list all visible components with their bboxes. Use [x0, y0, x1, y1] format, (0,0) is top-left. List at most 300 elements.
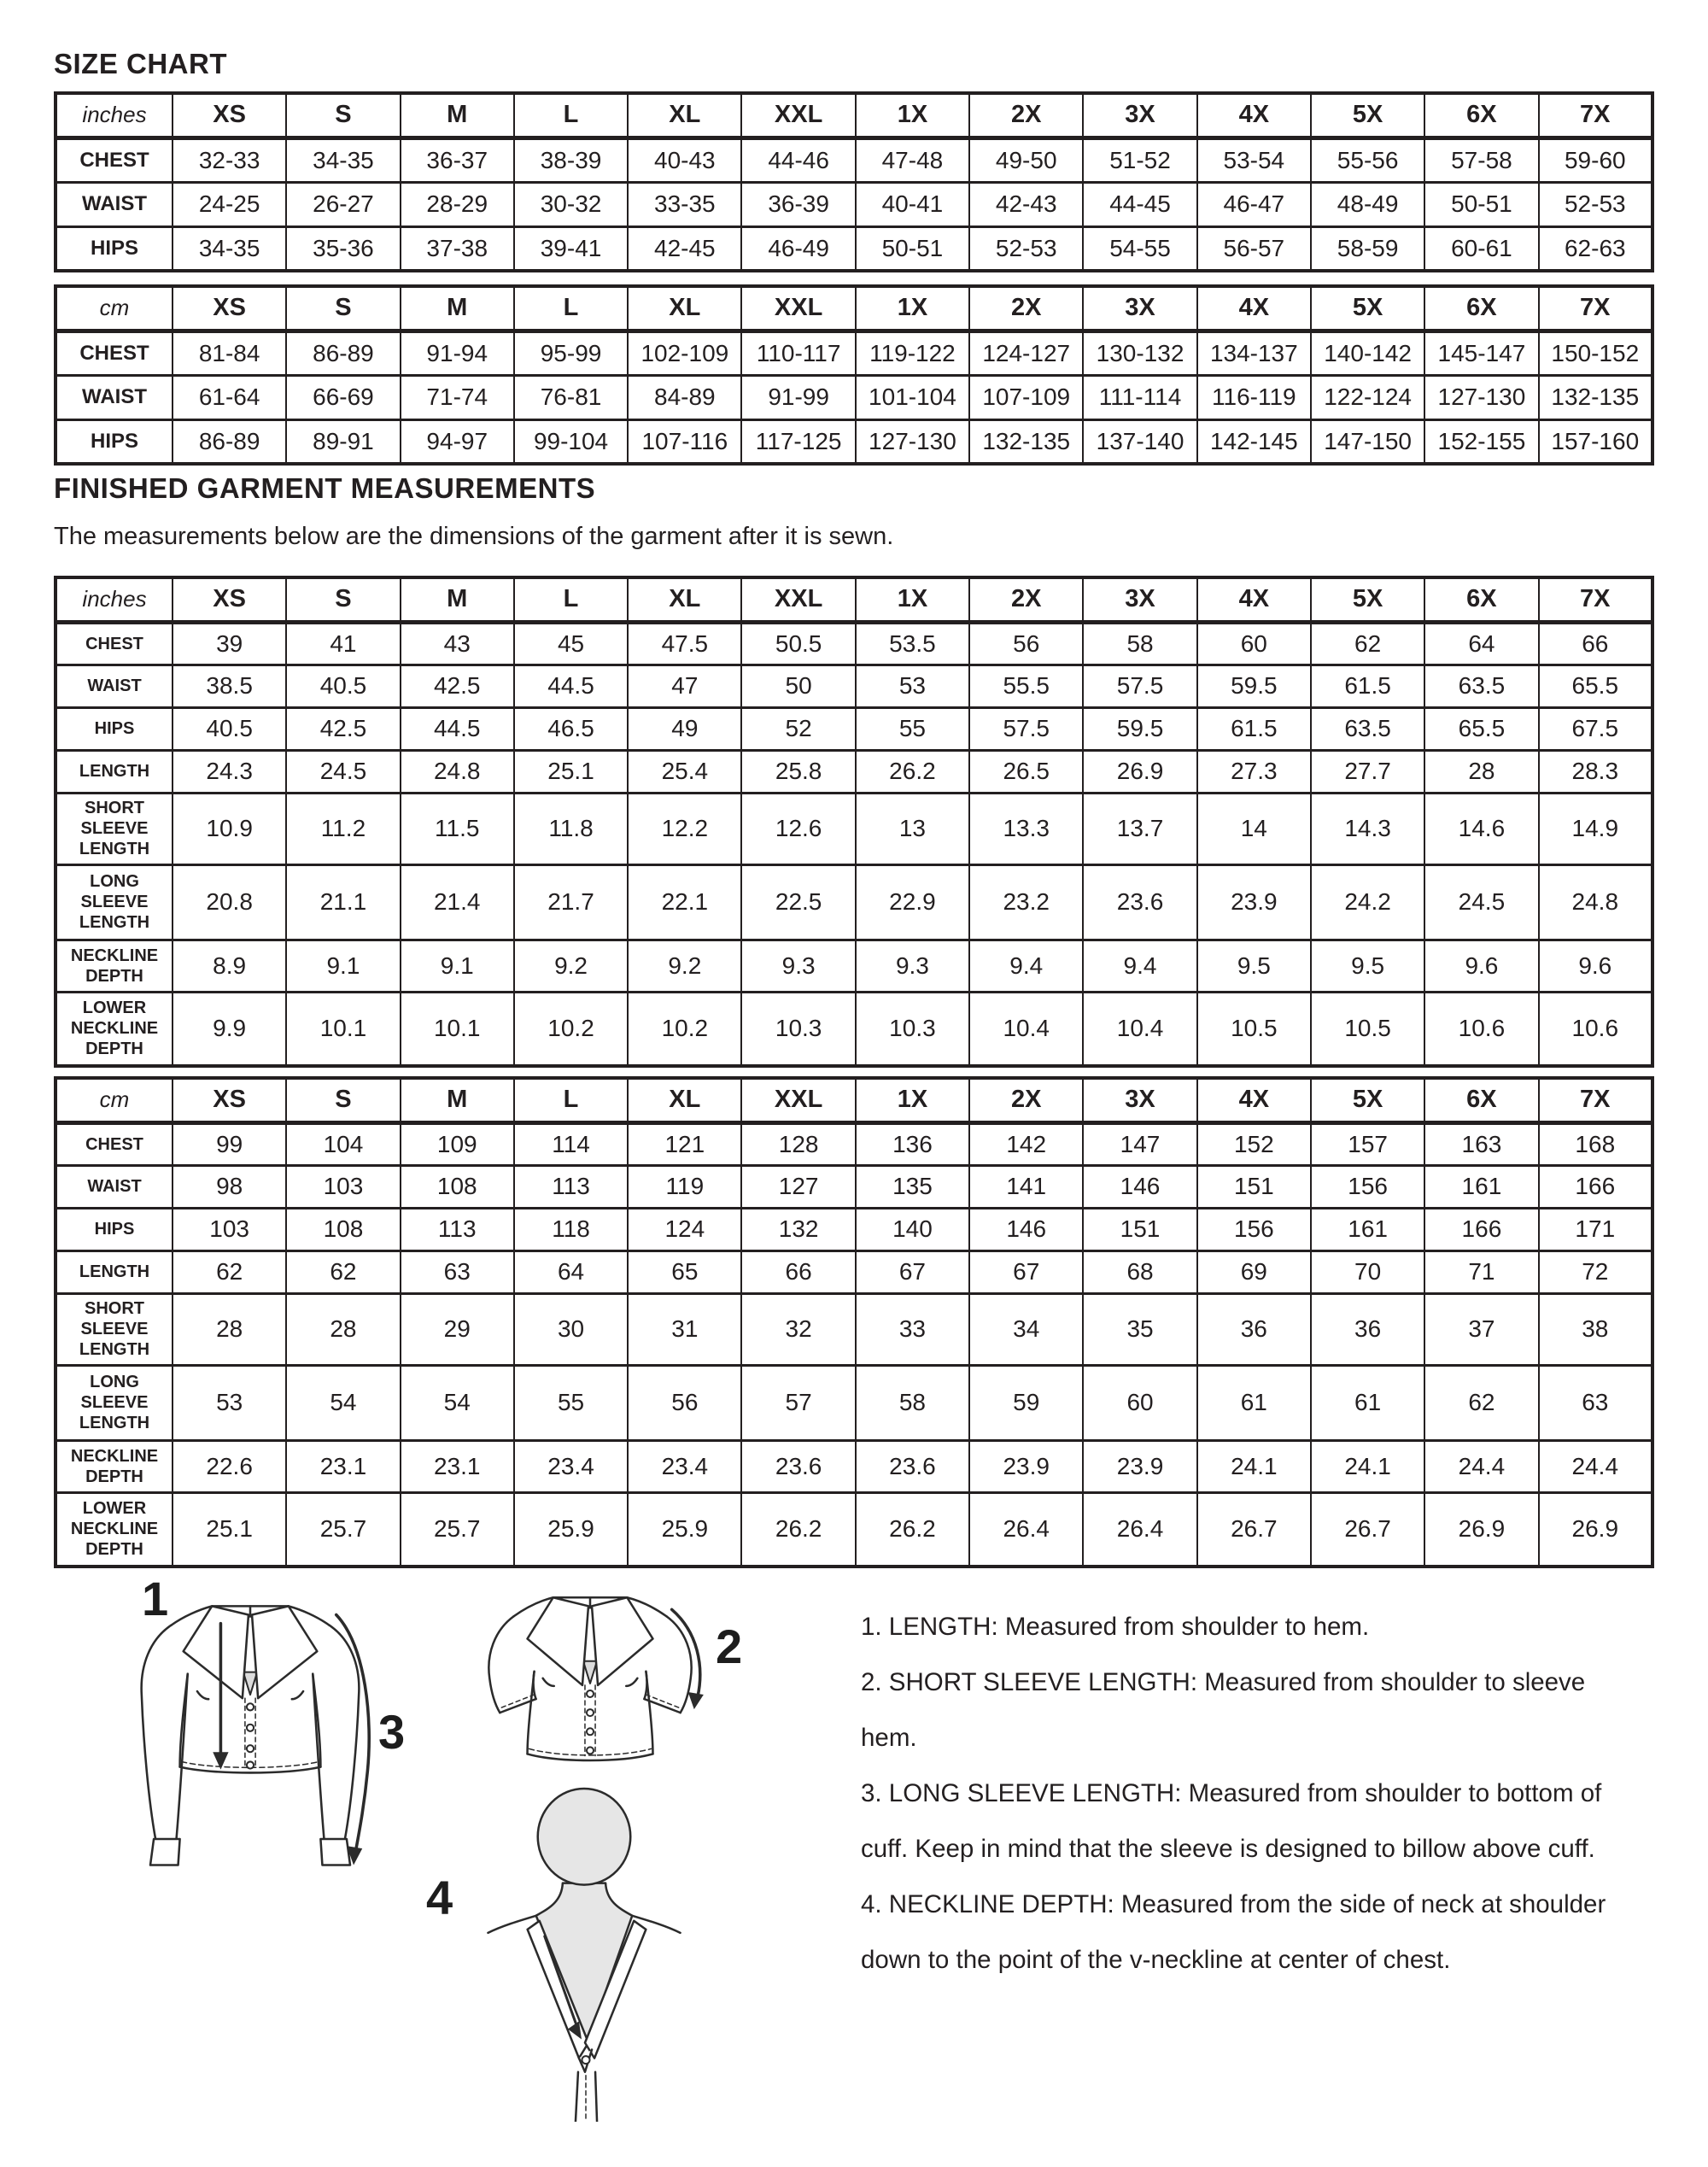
blouse-collar	[528, 1597, 653, 1685]
value-cell: 166	[1424, 1208, 1538, 1250]
size-column-header: 7X	[1539, 1078, 1652, 1122]
value-cell: 70	[1311, 1250, 1424, 1293]
finished-table-cm	[54, 1076, 1654, 1568]
value-cell: 14.6	[1424, 793, 1538, 864]
value-cell: 86-89	[286, 331, 400, 375]
value-cell: 39	[173, 622, 286, 665]
value-cell: 9.6	[1424, 940, 1538, 992]
value-cell: 65.5	[1424, 707, 1538, 750]
body-size-table-inches	[54, 91, 1654, 272]
value-cell: 146	[969, 1208, 1083, 1250]
size-column-header: XS	[173, 286, 286, 331]
value-cell: 11.8	[514, 793, 628, 864]
value-cell: 146	[1083, 1165, 1196, 1208]
value-cell: 51-52	[1083, 138, 1196, 182]
value-cell: 44-46	[741, 138, 855, 182]
measurement-notes	[861, 1599, 1617, 1988]
row-label: CHEST	[56, 622, 173, 665]
value-cell: 14.3	[1311, 793, 1424, 864]
value-cell: 140	[856, 1208, 969, 1250]
body-size-table-cm	[54, 284, 1654, 466]
value-cell: 67	[856, 1250, 969, 1293]
value-cell: 55	[856, 707, 969, 750]
value-cell: 113	[514, 1165, 628, 1208]
value-cell: 109	[401, 1122, 514, 1165]
unit-label: cm	[56, 1078, 173, 1122]
value-cell: 108	[286, 1208, 400, 1250]
value-cell: 103	[173, 1208, 286, 1250]
value-cell: 28-29	[401, 182, 514, 226]
value-cell: 56-57	[1197, 226, 1311, 271]
value-cell: 62	[1424, 1365, 1538, 1440]
diagram-number-2: 2	[716, 1619, 743, 1673]
value-cell: 23.9	[969, 1440, 1083, 1492]
note-long-sleeve-length: 3. LONG SLEEVE LENGTH: Measured from shoulder to bottom of cuff. Keep in mind that the sleeve is designed to billow above cuff.	[861, 1779, 1602, 1863]
header-row	[56, 577, 1652, 622]
table-row	[56, 1440, 1652, 1492]
value-cell: 52-53	[969, 226, 1083, 271]
value-cell: 156	[1311, 1165, 1424, 1208]
value-cell: 9.3	[741, 940, 855, 992]
table-row	[56, 1365, 1652, 1440]
value-cell: 127-130	[1424, 375, 1538, 419]
value-cell: 28	[286, 1293, 400, 1365]
value-cell: 150-152	[1539, 331, 1652, 375]
table-row	[56, 864, 1652, 940]
note-short-sleeve-length: 2. SHORT SLEEVE LENGTH: Measured from shoulder to sleeve hem.	[861, 1668, 1586, 1752]
unit-label: inches	[56, 577, 173, 622]
finished-table-inches-mount	[54, 576, 1654, 1068]
size-column-header: 1X	[856, 1078, 969, 1122]
value-cell: 9.1	[286, 940, 400, 992]
size-column-header: 6X	[1424, 93, 1538, 138]
blouse-body	[142, 1606, 360, 1865]
value-cell: 151	[1197, 1165, 1311, 1208]
value-cell: 110-117	[741, 331, 855, 375]
value-cell: 140-142	[1311, 331, 1424, 375]
size-column-header: 4X	[1197, 93, 1311, 138]
value-cell: 26-27	[286, 182, 400, 226]
value-cell: 23.6	[741, 1440, 855, 1492]
value-cell: 8.9	[173, 940, 286, 992]
value-cell: 23.9	[1083, 1440, 1196, 1492]
size-column-header: XL	[628, 286, 741, 331]
value-cell: 58-59	[1311, 226, 1424, 271]
size-column-header: 5X	[1311, 1078, 1424, 1122]
value-cell: 24.5	[1424, 864, 1538, 940]
value-cell: 9.4	[969, 940, 1083, 992]
value-cell: 95-99	[514, 331, 628, 375]
value-cell: 113	[401, 1208, 514, 1250]
value-cell: 26.5	[969, 750, 1083, 793]
table-row	[56, 1250, 1652, 1293]
table-row	[56, 1122, 1652, 1165]
value-cell: 10.5	[1197, 992, 1311, 1066]
value-cell: 50	[741, 665, 855, 707]
value-cell: 44.5	[401, 707, 514, 750]
value-cell: 58	[1083, 622, 1196, 665]
row-label: HIPS	[56, 419, 173, 464]
size-column-header: 5X	[1311, 286, 1424, 331]
size-column-header: M	[401, 286, 514, 331]
value-cell: 72	[1539, 1250, 1652, 1293]
row-label: WAIST	[56, 1165, 173, 1208]
value-cell: 33	[856, 1293, 969, 1365]
value-cell: 111-114	[1083, 375, 1196, 419]
unit-label: inches	[56, 93, 173, 138]
value-cell: 23.6	[1083, 864, 1196, 940]
finished-garment-intro: The measurements below are the dimensions of the garment after it is sewn.	[54, 523, 894, 550]
value-cell: 41	[286, 622, 400, 665]
value-cell: 12.2	[628, 793, 741, 864]
row-label: NECKLINE DEPTH	[56, 940, 173, 992]
size-column-header: 3X	[1083, 93, 1196, 138]
value-cell: 31	[628, 1293, 741, 1365]
table-row	[56, 182, 1652, 226]
value-cell: 124	[628, 1208, 741, 1250]
size-column-header: XL	[628, 93, 741, 138]
value-cell: 116-119	[1197, 375, 1311, 419]
head-and-chest-silhouette	[488, 1789, 680, 2043]
value-cell: 119-122	[856, 331, 969, 375]
value-cell: 10.3	[741, 992, 855, 1066]
size-column-header: 3X	[1083, 286, 1196, 331]
measurement-diagram-section	[54, 1572, 1654, 2122]
value-cell: 26.7	[1197, 1492, 1311, 1567]
value-cell: 32	[741, 1293, 855, 1365]
table-row	[56, 707, 1652, 750]
size-column-header: 2X	[969, 577, 1083, 622]
value-cell: 24.2	[1311, 864, 1424, 940]
row-label: LONG SLEEVE LENGTH	[56, 1365, 173, 1440]
value-cell: 60	[1197, 622, 1311, 665]
value-cell: 23.1	[286, 1440, 400, 1492]
value-cell: 157	[1311, 1122, 1424, 1165]
value-cell: 63.5	[1311, 707, 1424, 750]
value-cell: 65.5	[1539, 665, 1652, 707]
size-column-header: XXL	[741, 286, 855, 331]
value-cell: 37	[1424, 1293, 1538, 1365]
size-column-header: L	[514, 577, 628, 622]
unit-label: cm	[56, 286, 173, 331]
value-cell: 156	[1197, 1208, 1311, 1250]
value-cell: 14	[1197, 793, 1311, 864]
header-row	[56, 286, 1652, 331]
size-column-header: XXL	[741, 1078, 855, 1122]
row-label: CHEST	[56, 138, 173, 182]
value-cell: 63	[1539, 1365, 1652, 1440]
value-cell: 25.1	[173, 1492, 286, 1567]
value-cell: 52-53	[1539, 182, 1652, 226]
long-sleeve-blouse-illustration	[107, 1589, 394, 1889]
value-cell: 118	[514, 1208, 628, 1250]
value-cell: 26.2	[856, 1492, 969, 1567]
value-cell: 57.5	[1083, 665, 1196, 707]
value-cell: 94-97	[401, 419, 514, 464]
value-cell: 36-39	[741, 182, 855, 226]
value-cell: 34	[969, 1293, 1083, 1365]
value-cell: 47.5	[628, 622, 741, 665]
row-label: WAIST	[56, 665, 173, 707]
size-column-header: 7X	[1539, 93, 1652, 138]
table-row	[56, 138, 1652, 182]
value-cell: 30-32	[514, 182, 628, 226]
value-cell: 152-155	[1424, 419, 1538, 464]
value-cell: 166	[1539, 1165, 1652, 1208]
size-column-header: M	[401, 93, 514, 138]
value-cell: 114	[514, 1122, 628, 1165]
value-cell: 103	[286, 1165, 400, 1208]
table-row	[56, 940, 1652, 992]
value-cell: 22.5	[741, 864, 855, 940]
value-cell: 10.1	[401, 992, 514, 1066]
value-cell: 24.8	[401, 750, 514, 793]
value-cell: 23.4	[628, 1440, 741, 1492]
value-cell: 142	[969, 1122, 1083, 1165]
value-cell: 24.4	[1539, 1440, 1652, 1492]
value-cell: 10.6	[1424, 992, 1538, 1066]
size-column-header: L	[514, 1078, 628, 1122]
value-cell: 62	[173, 1250, 286, 1293]
finished-garment-title: FINISHED GARMENT MEASUREMENTS	[54, 472, 596, 504]
row-label: HIPS	[56, 707, 173, 750]
value-cell: 59-60	[1539, 138, 1652, 182]
value-cell: 53	[173, 1365, 286, 1440]
value-cell: 24.1	[1197, 1440, 1311, 1492]
value-cell: 36	[1197, 1293, 1311, 1365]
blouse-placket	[585, 1685, 595, 1756]
value-cell: 36-37	[401, 138, 514, 182]
size-column-header: XXL	[741, 577, 855, 622]
value-cell: 39-41	[514, 226, 628, 271]
value-cell: 26.9	[1083, 750, 1196, 793]
value-cell: 27.3	[1197, 750, 1311, 793]
value-cell: 26.9	[1424, 1492, 1538, 1567]
value-cell: 9.9	[173, 992, 286, 1066]
value-cell: 136	[856, 1122, 969, 1165]
value-cell: 24.3	[173, 750, 286, 793]
collar-button	[582, 2056, 589, 2064]
value-cell: 56	[628, 1365, 741, 1440]
value-cell: 35-36	[286, 226, 400, 271]
value-cell: 45	[514, 622, 628, 665]
value-cell: 26.7	[1311, 1492, 1424, 1567]
value-cell: 104	[286, 1122, 400, 1165]
value-cell: 44-45	[1083, 182, 1196, 226]
value-cell: 40-43	[628, 138, 741, 182]
value-cell: 99	[173, 1122, 286, 1165]
value-cell: 25.4	[628, 750, 741, 793]
value-cell: 26.4	[1083, 1492, 1196, 1567]
value-cell: 10.6	[1539, 992, 1652, 1066]
size-column-header: 2X	[969, 1078, 1083, 1122]
value-cell: 132	[741, 1208, 855, 1250]
body-size-table-inches-mount	[54, 91, 1654, 272]
value-cell: 27.7	[1311, 750, 1424, 793]
value-cell: 43	[401, 622, 514, 665]
table-row	[56, 375, 1652, 419]
note-neckline-depth: 4. NECKLINE DEPTH: Measured from the side of neck at shoulder down to the point of the v-neckline at center of chest.	[861, 1890, 1606, 1974]
value-cell: 25.1	[514, 750, 628, 793]
value-cell: 10.2	[514, 992, 628, 1066]
value-cell: 76-81	[514, 375, 628, 419]
value-cell: 10.2	[628, 992, 741, 1066]
value-cell: 151	[1083, 1208, 1196, 1250]
header-row	[56, 93, 1652, 138]
value-cell: 60	[1083, 1365, 1196, 1440]
table-row	[56, 1165, 1652, 1208]
value-cell: 48-49	[1311, 182, 1424, 226]
value-cell: 9.1	[401, 940, 514, 992]
value-cell: 62	[1311, 622, 1424, 665]
value-cell: 163	[1424, 1122, 1538, 1165]
value-cell: 55	[514, 1365, 628, 1440]
value-cell: 25.9	[628, 1492, 741, 1567]
value-cell: 35	[1083, 1293, 1196, 1365]
value-cell: 65	[628, 1250, 741, 1293]
row-label: LENGTH	[56, 1250, 173, 1293]
value-cell: 23.1	[401, 1440, 514, 1492]
value-cell: 32-33	[173, 138, 286, 182]
value-cell: 99-104	[514, 419, 628, 464]
value-cell: 137-140	[1083, 419, 1196, 464]
size-chart-title: SIZE CHART	[54, 48, 227, 79]
value-cell: 38.5	[173, 665, 286, 707]
value-cell: 66	[1539, 622, 1652, 665]
value-cell: 23.9	[1197, 864, 1311, 940]
value-cell: 157-160	[1539, 419, 1652, 464]
value-cell: 21.7	[514, 864, 628, 940]
value-cell: 47	[628, 665, 741, 707]
table-row	[56, 992, 1652, 1066]
size-column-header: M	[401, 1078, 514, 1122]
value-cell: 61.5	[1197, 707, 1311, 750]
table-row	[56, 750, 1652, 793]
value-cell: 42-43	[969, 182, 1083, 226]
value-cell: 50-51	[1424, 182, 1538, 226]
value-cell: 60-61	[1424, 226, 1538, 271]
value-cell: 9.6	[1539, 940, 1652, 992]
size-column-header: XXL	[741, 93, 855, 138]
value-cell: 10.3	[856, 992, 969, 1066]
size-column-header: 7X	[1539, 286, 1652, 331]
value-cell: 30	[514, 1293, 628, 1365]
value-cell: 55.5	[969, 665, 1083, 707]
value-cell: 10.5	[1311, 992, 1424, 1066]
value-cell: 12.6	[741, 793, 855, 864]
size-column-header: L	[514, 286, 628, 331]
size-column-header: S	[286, 1078, 400, 1122]
value-cell: 34-35	[286, 138, 400, 182]
value-cell: 9.4	[1083, 940, 1196, 992]
size-column-header: 5X	[1311, 577, 1424, 622]
value-cell: 33-35	[628, 182, 741, 226]
value-cell: 38-39	[514, 138, 628, 182]
size-column-header: 6X	[1424, 1078, 1538, 1122]
value-cell: 54	[286, 1365, 400, 1440]
size-column-header: XL	[628, 1078, 741, 1122]
value-cell: 37-38	[401, 226, 514, 271]
value-cell: 42-45	[628, 226, 741, 271]
value-cell: 23.6	[856, 1440, 969, 1492]
value-cell: 9.3	[856, 940, 969, 992]
size-column-header: 3X	[1083, 577, 1196, 622]
table-row	[56, 622, 1652, 665]
blouse-placket	[245, 1698, 255, 1768]
value-cell: 132-135	[969, 419, 1083, 464]
size-column-header: 4X	[1197, 1078, 1311, 1122]
value-cell: 47-48	[856, 138, 969, 182]
size-column-header: S	[286, 93, 400, 138]
value-cell: 42.5	[401, 665, 514, 707]
value-cell: 147	[1083, 1122, 1196, 1165]
finished-table-cm-mount	[54, 1076, 1654, 1568]
value-cell: 134-137	[1197, 331, 1311, 375]
value-cell: 122-124	[1311, 375, 1424, 419]
size-column-header: XL	[628, 577, 741, 622]
value-cell: 20.8	[173, 864, 286, 940]
table-row	[56, 1492, 1652, 1567]
value-cell: 121	[628, 1122, 741, 1165]
value-cell: 135	[856, 1165, 969, 1208]
size-column-header: 7X	[1539, 577, 1652, 622]
value-cell: 46-49	[741, 226, 855, 271]
size-column-header: XS	[173, 577, 286, 622]
value-cell: 127-130	[856, 419, 969, 464]
value-cell: 57-58	[1424, 138, 1538, 182]
value-cell: 21.1	[286, 864, 400, 940]
value-cell: 66-69	[286, 375, 400, 419]
size-column-header: 6X	[1424, 577, 1538, 622]
value-cell: 124-127	[969, 331, 1083, 375]
note-length: 1. LENGTH: Measured from shoulder to hem.	[861, 1613, 1370, 1641]
size-column-header: 4X	[1197, 577, 1311, 622]
value-cell: 44.5	[514, 665, 628, 707]
diagram-number-1: 1	[142, 1572, 169, 1625]
row-label: WAIST	[56, 375, 173, 419]
value-cell: 108	[401, 1165, 514, 1208]
size-column-header: 6X	[1424, 286, 1538, 331]
header-row	[56, 1078, 1652, 1122]
row-label: LOWER NECKLINE DEPTH	[56, 992, 173, 1066]
value-cell: 130-132	[1083, 331, 1196, 375]
value-cell: 28.3	[1539, 750, 1652, 793]
value-cell: 71	[1424, 1250, 1538, 1293]
value-cell: 49	[628, 707, 741, 750]
value-cell: 13.7	[1083, 793, 1196, 864]
value-cell: 161	[1424, 1165, 1538, 1208]
value-cell: 53-54	[1197, 138, 1311, 182]
value-cell: 67.5	[1539, 707, 1652, 750]
value-cell: 10.1	[286, 992, 400, 1066]
value-cell: 23.2	[969, 864, 1083, 940]
value-cell: 64	[1424, 622, 1538, 665]
neckline-detail-illustration	[479, 1787, 694, 2122]
value-cell: 168	[1539, 1122, 1652, 1165]
value-cell: 22.1	[628, 864, 741, 940]
value-cell: 11.2	[286, 793, 400, 864]
value-cell: 59	[969, 1365, 1083, 1440]
value-cell: 71-74	[401, 375, 514, 419]
value-cell: 132-135	[1539, 375, 1652, 419]
value-cell: 11.5	[401, 793, 514, 864]
value-cell: 102-109	[628, 331, 741, 375]
value-cell: 128	[741, 1122, 855, 1165]
value-cell: 161	[1311, 1208, 1424, 1250]
value-cell: 127	[741, 1165, 855, 1208]
value-cell: 53	[856, 665, 969, 707]
value-cell: 142-145	[1197, 419, 1311, 464]
